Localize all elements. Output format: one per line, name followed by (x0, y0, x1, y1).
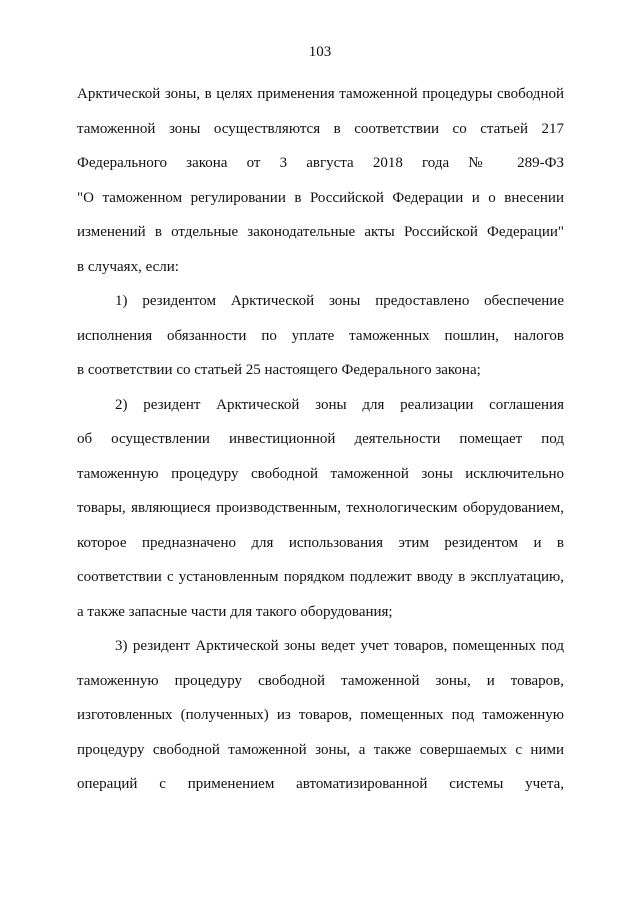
text-line: изготовленных (полученных) из товаров, помещенных под таможенную (77, 707, 564, 723)
text-line: Федерального закона от 3 августа 2018 года № 289-ФЗ (77, 155, 564, 171)
text-line: "О таможенном регулировании в Российской Федерации и о внесении (77, 189, 564, 206)
text-line: изменений в отдельные законодательные акты Российской Федерации" (77, 224, 564, 240)
text-line: соответствии с установленным порядком подлежит вводу в эксплуатацию, (77, 569, 564, 585)
document-body (77, 84, 564, 809)
text-line: процедуру свободной таможенной зоны, а также совершаемых с ними (77, 741, 564, 758)
page-number: 103 (308, 44, 332, 60)
text-line: исполнения обязанности по уплате таможенных пошлин, налогов (77, 327, 564, 344)
text-line: 2) резидент Арктической зоны для реализации соглашения (115, 396, 564, 413)
text-line: а также запасные части для такого оборудования; (77, 603, 393, 620)
text-line: товары, являющиеся производственным, технологическим оборудованием, (77, 500, 564, 516)
text-line: таможенную процедуру свободной таможенной зоны, и товаров, (77, 672, 564, 689)
text-line: в случаях, если: (77, 258, 179, 275)
text-line: операций с применением автоматизированной системы учета, (77, 776, 564, 792)
text-line: в соответствии со статьей 25 настоящего Федерального закона; (77, 362, 481, 378)
text-line: 1) резидентом Арктической зоны предоставлено обеспечение (115, 293, 564, 309)
text-line: которое предназначено для использования этим резидентом и в (77, 534, 564, 551)
text-line: 3) резидент Арктической зоны ведет учет товаров, помещенных под (115, 638, 564, 654)
text-line: об осуществлении инвестиционной деятельности помещает под (77, 431, 564, 447)
text-line: Арктической зоны, в целях применения таможенной процедуры свободной (77, 86, 564, 102)
text-line: таможенной зоны осуществляются в соответствии со статьей 217 (77, 120, 564, 137)
text-line: таможенную процедуру свободной таможенной зоны исключительно (77, 465, 564, 482)
